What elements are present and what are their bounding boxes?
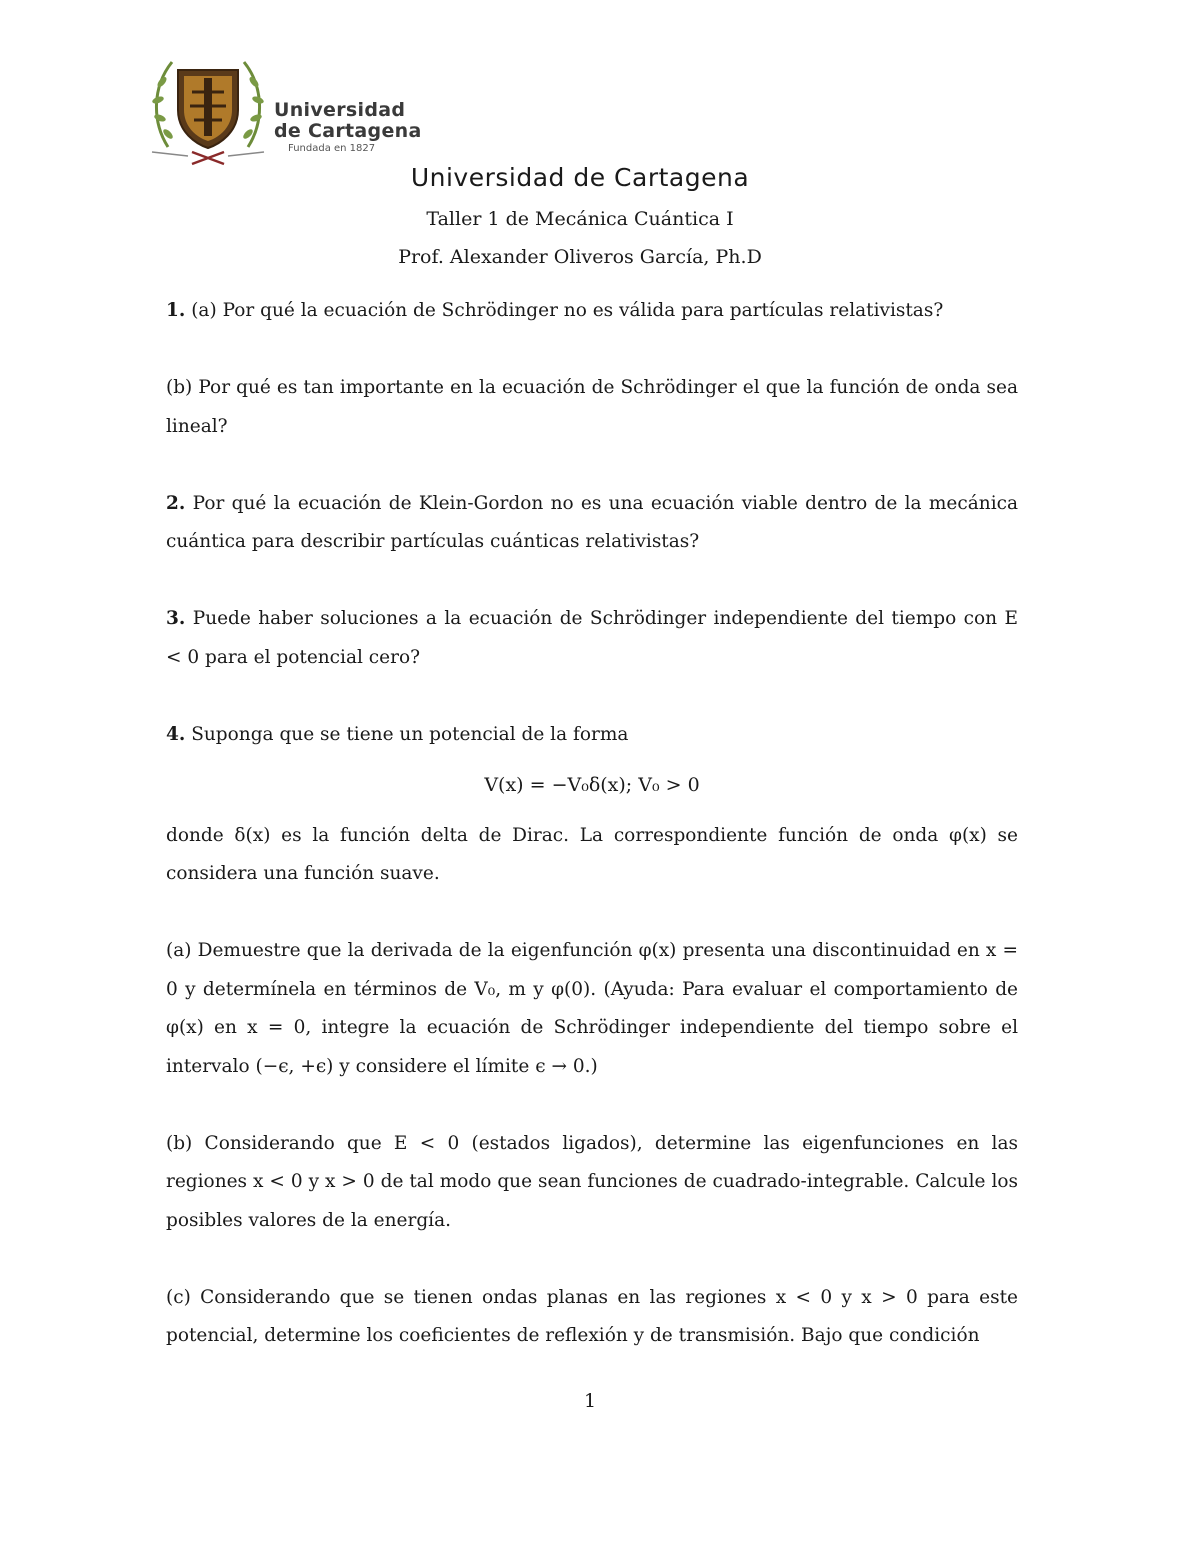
question-number: 4. — [166, 723, 186, 745]
course-subtitle: Taller 1 de Mecánica Cuántica I — [426, 208, 734, 230]
logo-founded: Fundada en 1827 — [288, 143, 376, 154]
logo-line-1: Universidad — [274, 99, 406, 121]
page-number: 1 — [583, 1390, 597, 1412]
university-logo-text — [274, 100, 422, 156]
question-4-description: donde δ(x) es la función delta de Dirac. La correspondiente función de onda φ(x) se considera una función suave. — [166, 824, 1018, 884]
potential-equation: V(x) = −V₀δ(x); V₀ > 0 — [484, 774, 700, 796]
question-number: 3. — [166, 608, 186, 629]
question-1a — [166, 292, 1018, 331]
question-text: Por qué la ecuación de Klein-Gordon no es una ecuación viable dentro de la mecánica cuántica para describir partículas cuánticas relativistas? — [166, 492, 1018, 552]
professor-name: Prof. Alexander Oliveros García, Ph.D — [398, 246, 762, 268]
question-4a: (a) Demuestre que la derivada de la eigenfunción φ(x) presenta una discontinuidad en x = 0 y determínela en términos de V₀, m y φ(0). (Ayuda: Para evaluar el comportamiento de φ(x) en x = 0, integre la ecuación de Schrödinger independiente del tiempo sobre el intervalo (−ϵ, +ϵ) y considere el límite ϵ → 0.) — [166, 940, 1018, 1077]
problem-set-body — [166, 292, 1018, 1394]
question-4-intro — [166, 716, 1018, 755]
question-4b: (b) Considerando que E < 0 (estados ligados), determine las eigenfunciones en las regiones x < 0 y x > 0 de tal modo que sean funciones de cuadrado-integrable. Calcule los posibles valores de la energía. — [166, 1132, 1018, 1231]
question-text: (a) Por qué la ecuación de Schrödinger no es válida para partículas relativistas? — [191, 300, 944, 321]
question-text: Puede haber soluciones a la ecuación de Schrödinger independiente del tiempo con E < 0 para el potencial cero? — [166, 608, 1018, 668]
logo-line-2: de Cartagena — [274, 120, 422, 142]
question-3 — [166, 600, 1018, 677]
question-number: 2. — [166, 492, 186, 514]
question-1b: (b) Por qué es tan importante en la ecuación de Schrödinger el que la función de onda sea lineal? — [166, 377, 1018, 437]
document-title: Universidad de Cartagena — [410, 163, 750, 192]
question-2 — [166, 485, 1018, 562]
question-4c: (c) Considerando que se tienen ondas planas en las regiones x < 0 y x > 0 para este potencial, determine los coeficientes de reflexión y de transmisión. Bajo que condición — [166, 1286, 1018, 1346]
question-number: 1. — [166, 300, 186, 321]
question-text: Suponga que se tiene un potencial de la forma — [191, 723, 629, 745]
